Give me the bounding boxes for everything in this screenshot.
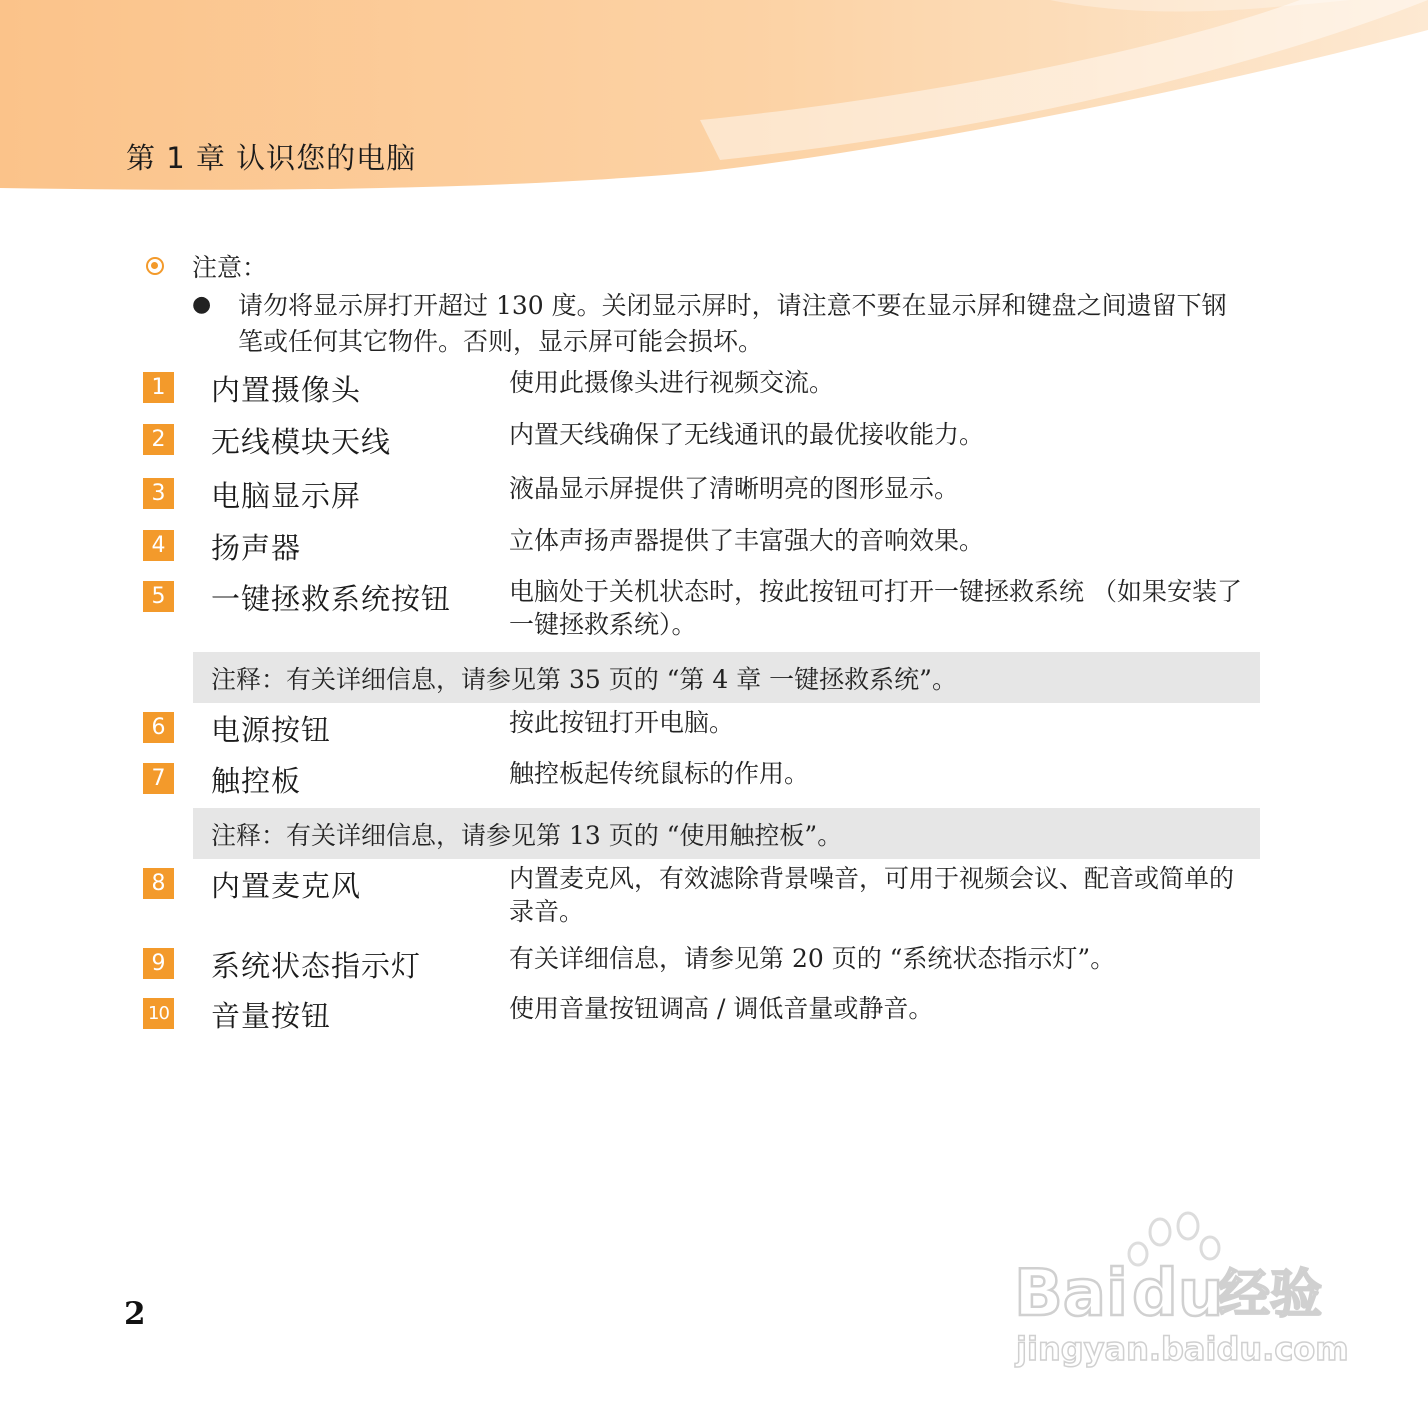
item-name: 一键拯救系统按钮 — [211, 582, 452, 616]
page-number: 2 — [124, 1296, 146, 1332]
baidu-watermark-logo — [1010, 1210, 1350, 1375]
item-number-badge: 9 — [143, 948, 174, 979]
notice-label: 注意： — [192, 253, 268, 282]
item-description: 按此按钮打开电脑。 — [509, 708, 735, 737]
item-name: 无线模块天线 — [211, 425, 392, 459]
item-number-badge: 5 — [143, 581, 174, 612]
bullet-icon: ● — [192, 292, 212, 317]
item-name: 内置摄像头 — [211, 373, 362, 407]
item-description: 液晶显示屏提供了清晰明亮的图形显示。 — [509, 474, 960, 503]
item-number-badge: 4 — [143, 530, 174, 561]
note-box — [193, 652, 1260, 703]
note-text: 注释：有关详细信息，请参见第 13 页的 “使用触控板”。 — [211, 821, 843, 850]
item-description: 内置天线确保了无线通讯的最优接收能力。 — [509, 420, 985, 449]
note-text: 注释：有关详细信息，请参见第 35 页的 “第 4 章 一键拯救系统”。 — [211, 665, 957, 694]
item-name: 触控板 — [211, 764, 302, 798]
item-number-badge: 3 — [143, 478, 174, 509]
item-number-badge: 1 — [143, 372, 174, 403]
svg-text:Bai: Bai — [1014, 1257, 1128, 1331]
note-box — [193, 808, 1260, 859]
item-name: 电脑显示屏 — [211, 479, 362, 513]
item-name: 扬声器 — [211, 531, 302, 565]
item-name: 音量按钮 — [211, 999, 332, 1033]
item-description: 立体声扬声器提供了丰富强大的音响效果。 — [509, 526, 985, 555]
chapter-title: 第 1 章 认识您的电脑 — [126, 141, 417, 175]
component-list — [143, 0, 1260, 1100]
item-number-badge: 6 — [143, 712, 174, 743]
item-number-badge: 8 — [143, 868, 174, 899]
item-number-badge: 10 — [143, 998, 174, 1029]
svg-text:jingyan.baidu.com: jingyan.baidu.com — [1016, 1330, 1349, 1368]
notice-text: 请勿将显示屏打开超过 130 度。关闭显示屏时，请注意不要在显示屏和键盘之间遗留下钢笔或任何其它物件。否则，显示屏可能会损坏。 — [238, 291, 1227, 356]
item-description: 内置麦克风，有效滤除背景噪音，可用于视频会议、配音或简单的录音。 — [509, 864, 1235, 926]
item-description: 使用此摄像头进行视频交流。 — [509, 368, 835, 397]
svg-text:经验: 经验 — [1218, 1265, 1323, 1325]
item-name: 系统状态指示灯 — [211, 949, 422, 983]
item-description: 电脑处于关机状态时，按此按钮可打开一键拯救系统 （如果安装了一键拯救系统）。 — [509, 577, 1242, 639]
item-description: 有关详细信息，请参见第 20 页的 “系统状态指示灯”。 — [509, 944, 1116, 973]
item-number-badge: 2 — [143, 424, 174, 455]
item-name: 内置麦克风 — [211, 869, 362, 903]
item-description: 使用音量按钮调高 / 调低音量或静音。 — [509, 994, 934, 1023]
item-name: 电源按钮 — [211, 713, 332, 747]
svg-text:du: du — [1132, 1257, 1224, 1331]
item-number-badge: 7 — [143, 763, 174, 794]
item-description: 触控板起传统鼠标的作用。 — [509, 759, 810, 788]
